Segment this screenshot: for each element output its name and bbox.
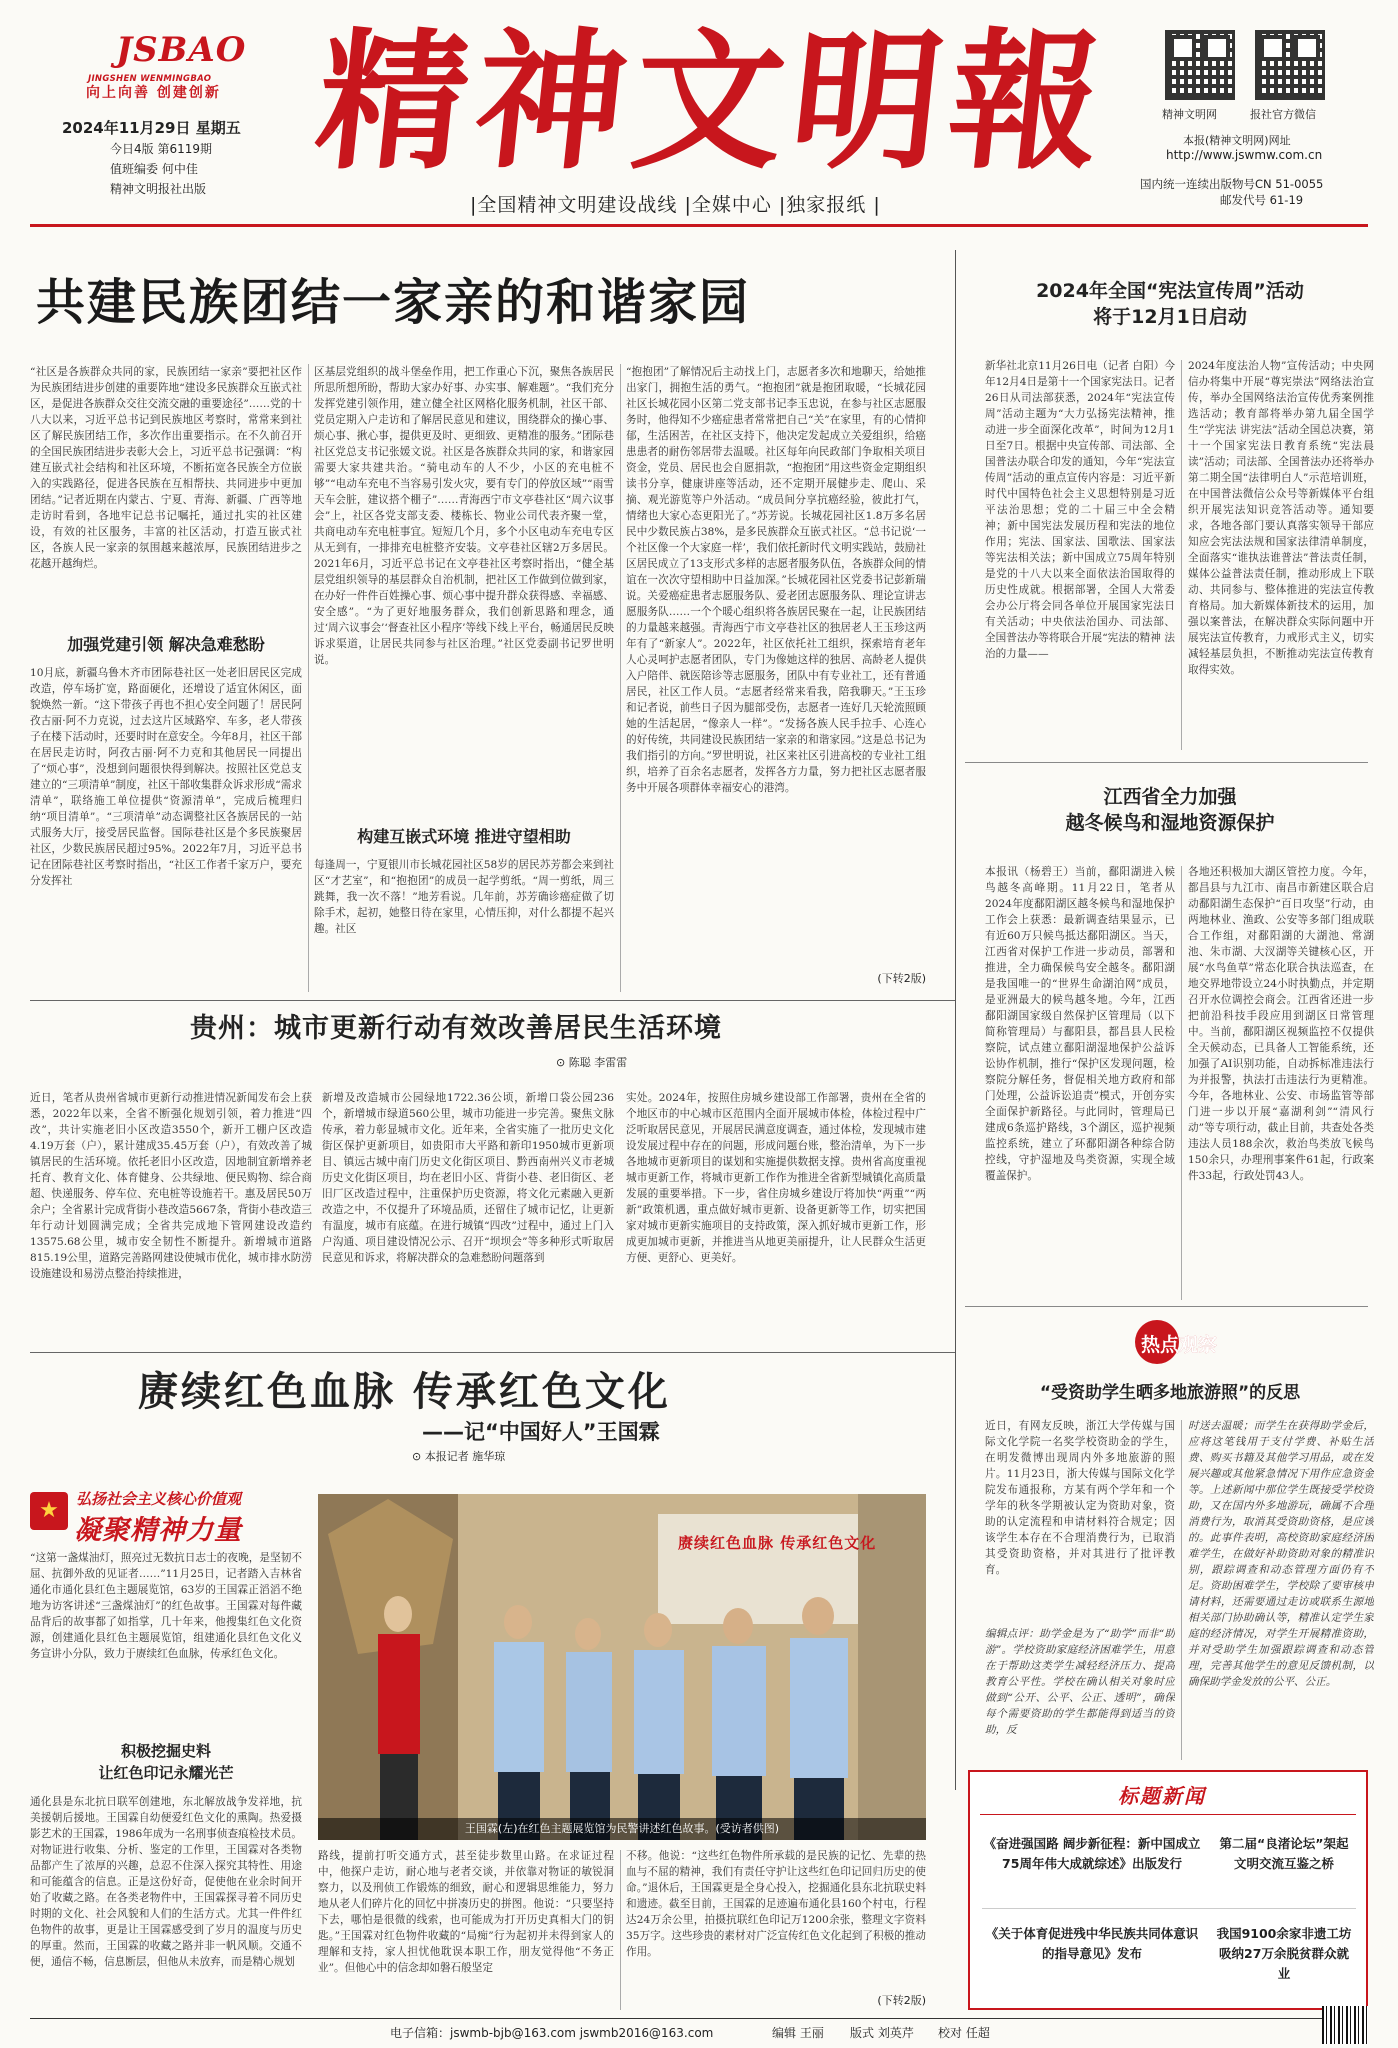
guizhou-col-1: 近日，笔者从贵州省城市更新行动推进情况新闻发布会上获悉，2022年以来，全省不断强化规划引领，着力推进“四改”，共计实施老旧小区改造3550个，新开工棚户区改造4.19万套（户），累计建成35.45万套（户），有效改善了城镇居民的生活环境。依托老旧小区改造，因地制宜新增养老托育、教育文化、体育健身、公共绿地、便民购物、综合商超、快递服务、停车位、充电桩等设施若干。惠及居民50万余户；全省累计完成背街小巷改造5667条，背街小巷改造三年行动计划圆满完成；全省共完成地下管网建设改造约13575.68公里，城市安全韧性不断提升。新增城市道路815.19公里，道路完善路网建设使城市优化，城市排水防涝设施建设和易涝点整治持续推进， [30,1092,312,1280]
badge-line-2: 凝聚精神力量 [74,1515,242,1546]
jiangxi-col-2: 各地还积极加大湖区管控力度。今年，都昌县与九江市、南昌市新建区联合启动鄱阳湖生态保护“百日攻坚”行动，由两地林业、渔政、公安等多部门组成联合工作组，对鄱阳湖的大湖池、常湖池、朱市湖、大汊湖等关键核心区，开展“水鸟鱼草”常态化联合执法巡查，在地交界地带设立24小时执勤点，并定期召开水位调控会商会。江西省还进一步把前沿科技手段应用到湖区日常管理中。当前，鄱阳湖区视频监控不仅提供全天候动态，已具备人工智能系统，还加强了AI识别功能，自动拆标准违法行为并报警，执法打击违法行为更精准。今年，各地林业、公安、市场监管等部门进一步以开展“嘉湖利剑”“清风行动”等专项行动，截止目前，共查处各类违法人员188余次，救治鸟类放飞候鸟150余只，办理刑事案件61起，行政案件33起，行政处罚43人。 [1188,866,1374,1182]
qr1-label: 精神文明网 [1162,108,1217,121]
lead-para-2b: 每逢周一，宁夏银川市长城花园社区58岁的居民苏芳都会来到社区“才艺室”，和“抱抱团”的成员一起学剪纸。“周一剪纸，周三跳舞，我一次不落！”地芳看说。几年前，苏芳确诊癌症做了切除手术，起初，她整日待在家里，心情压抑，对什么都提不起兴趣。社区 [314,859,614,935]
col-divider [620,1850,621,2010]
hongse-continued: (下转2版) [877,1994,926,2007]
footer-editor: 编辑 王丽 [772,2026,824,2040]
lead-headline: 共建民族团结一家亲的和谐家园 [36,274,751,331]
post-code: 邮发代号 61-19 [1220,193,1304,207]
col-divider [308,364,309,992]
byline-icon: ⊙ [556,1056,569,1069]
hongse-para-1b: 通化县是东北抗日联军创建地，东北解放战争发祥地，抗美援朝后援地。王国霖自幼便爱红色文化的熏陶。热爱摄影艺术的王国霖，1986年成为一名刑事侦查痕检技术员。对物证进行收集、分析、鉴定的工作里，王国霖对各类物品都产生了浓厚的兴趣，总忍不住深入探究其特性、用途和可能蕴含的信息。正是这份好奇，促使他在业余时间开始了收藏之路。在各类老物件中，王国霖探寻着不同历史时期的文化、社会风貌和人们的生活方式。尤其一件件红色物件的故事，更是让王国霖感受到了岁月的温度与历史的厚重。然而，王国霖的收藏之路并非一帆风顺。交通不便，通信不畅，信息断层，但他从未放弃，而是精心规划 [30,1796,302,1968]
redian-para-1: 近日，有网友反映，浙江大学传媒与国际文化学院一名奖学校资助金的学生，在明发微博出现周内外多地旅游的照片。11月23日，浙大传媒与国际文化学院发布通报称，方某有两个学年和一个学年的秋冬学期被认定为资助对象，资助的认定流程和申请材料符合规定；因该学生本存在不合理消费行为，已取消其受资助资格，并对其进行了批评教育。 [985,1420,1175,1576]
qr2-label: 报社官方微信 [1250,108,1316,121]
section-rule [965,762,1368,763]
hotspot-badge [1135,1320,1235,1364]
hongse-subhead-line1: 积极挖掘史料 [120,1742,211,1760]
lead-subhead-1: 加强党建引领 解决急难愁盼 [67,635,265,654]
xianfa-headline [972,278,1368,330]
photo-caption: 王国霖(左)在红色主题展览馆为民警讲述红色故事。(受访者供图) [318,1818,926,1840]
site-url[interactable]: http://www.jswmw.com.cn [1166,148,1323,162]
hongse-col-2: 路线，提前打听交通方式，甚至徒步数里山路。在求证过程中，他探户走访，耐心地与老者交谈，并依靠对物证的敏锐洞察力，以及刑侦工作锻炼的细致，耐心和逻辑思维能力，努力地从老人们碎片化的回忆中拼凑历史的拼图。他说：“只要坚持下去，哪怕是很微的线索，也可能成为打开历史真相大门的钥匙。”王国霖对红色物件收藏的“局痴”行为起初并未得到家人的理解和支持，家人担忧他耽误本职工作，朋友觉得他“不务正业”。但他心中的信念却如磐石般坚定 [318,1850,614,1974]
hongse-photo [318,1494,926,1840]
qr-code-website[interactable] [1165,30,1235,100]
jiangxi-headline [972,784,1368,836]
badge-underline [980,1814,1356,1815]
badge-line-1: 弘扬社会主义核心价值观 [76,1490,242,1508]
jiangxi-col-1: 本报讯（杨碧王）当前，鄱阳湖进入候鸟越冬高峰期。11月22日，笔者从2024年度鄱阳湖区越冬候鸟和湿地保护工作会上获悉：最新调查结果显示，已有近60万只候鸟抵达鄱阳湖区。当天，江西省对保护工作进一步动员，部署和推进，全力确保候鸟安全越冬。鄱阳湖是我国唯一的“世界生命湖泊网”成员，是亚洲最大的候鸟越冬地。今年，江西鄱阳湖国家级自然保护区管理局（以下简称管理局）与鄱阳县，都昌县人民检察院，试点建立鄱阳湖湿地保护公益诉讼协作机制，推行“保护区发现问题，检察院分解任务，督促相关地方政府和部门处理，公益诉讼追责”模式，开创夯实全面保护新路径。与此同时，管理局已建成6条巡护路线，3个湖区，巡护视频监控系统，建立了环鄱阳湖各种综合防控线，守护湿地及鸟类资源，实现全域覆盖保护。 [985,866,1175,1182]
headline-news-item[interactable]: 我国9100余家非遗工坊吸纳27万余脱贫群众就业 [1216,1926,1352,1981]
headline-news-item[interactable]: 《关于体育促进残中华民族共同体意识的指导意见》发布 [985,1926,1199,1961]
lead-para-1b: 10月底，新疆乌鲁木齐市团际巷社区一处老旧居民区完成改造，停车场扩宽，路面硬化，还增设了适宜休闲区，面貌焕然一新。“这下带孩子再也不担心安全问题了！居民阿孜古丽·阿不力克说，过去这片区域路窄、车多，老人带孩子在楼下活动时，还要时时在意安全。今年8月，社区干部在居民走访时，阿孜古丽·阿不力克和其他居民一同提出了“烦心事”，没想到问题很快得到解决。按照社区党总支建立的“三项清单”制度，社区干部收集群众诉求形成“需求清单”，联络施工单位提供“资源清单”，完成后梳理归纳“项目清单”。“三项清单”动态调整社区各族居民的一站式服务大厅，接受居民监督。国际巷社区是个多民族聚居社区，少数民族居民超过95%。2022年7月，习近平总书记在团际巷社区考察时指出，“社区工作者千家万户，要充分发挥社 [30,667,302,887]
col-divider [1181,360,1182,750]
section-rule [965,1306,1368,1307]
redian-col-1 [985,1418,1175,1762]
hongse-col-1 [30,1550,302,2012]
headline-news-item[interactable]: 第二届“良渚论坛”架起文明交流互鉴之桥 [1219,1836,1349,1871]
qr-code-wechat[interactable] [1255,30,1325,100]
guizhou-col-3: 实处。2024年，按照住房城乡建设部工作部署，贵州在全省的个地区市的中心城市区范围内全面开展城市体检，体检过程中广泛听取居民意见，开展居民满意度调查，通过体检，发现城市建设发展过程中存在的问题，形成问题台账，整治清单，为下一步各地城市更新项目的谋划和实施提供数据支撑。贵州省高度重视城市更新工作，将城市更新工作作为推进全省新型城镇化高质量发展的重要举措。下一步，省住房城乡建设厅将加快“两重”“两新”政策机遇，重点做好城市更新、设备更新等工作，切实把国家对城市更新实施项目的支持政策，深入抓好城市更新工作，形成更加城市更新，并推进当从地更美丽提升，让人民群众生活更方便、更舒心、更美好。 [626,1092,926,1264]
footer-proof: 校对 任超 [938,2026,990,2040]
cn-number: 国内统一连续出版物号CN 51-0055 [1140,177,1324,191]
hotspot-badge-text: 热点观察 [1141,1334,1218,1356]
xianfa-col-1: 新华社北京11月26日电（记者 白阳）今年12月4日是第十一个国家宪法日。记者26日从司法部获悉，2024年“宪法宣传周”活动主题为“大力弘扬宪法精神，推动进一步全面深化改革”，时间为12月1日至7日。根据中央宣传部、司法部、全国普法办联合印发的通知，今年“宪法宣传周”活动的重点宣传内容是：习近平新时代中国特色社会主义思想特别是习近平法治思想；党的二十届三中全会精神；新中国宪法发展历程和宪法的地位作用；宪法、国家法、国歌法、国家法等宪法相关法；新中国成立75周年特别是党的十八大以来全面依法治国取得的历史性成就。根据部署，全国人大常委会办公厅将会同各单位开展国家宪法日有关活动；中央依法治国办、司法部、全国普法办等将联合开展“宪法的精神 法治的力量—— [985,360,1175,660]
guizhou-byline [556,1054,627,1070]
issue-number: 今日4版 第6119期 [110,142,212,156]
hongse-subhead [30,1740,302,1784]
footer-email[interactable]: 电子信箱：jswmb-bjb@163.com jswmb2016@163.com [390,2026,714,2040]
jiangxi-title-line2: 越冬候鸟和湿地资源保护 [1065,812,1275,834]
site-label: 本报(精神文明网)网址 [1183,134,1291,147]
guizhou-headline: 贵州：城市更新行动有效改善居民生活环境 [190,1013,722,1044]
logo-brand: JSBAO [116,30,247,70]
hongse-para-1: “这第一盏煤油灯，照亮过无数抗日志士的夜晚，是坚韧不屈、抗御外敌的见证者……”11月25日，记者踏入吉林省通化市通化县红色主题展览馆，63岁的王国霖正滔滔不绝地为访客讲述“三盏煤油灯”的红色故事。王国霖对每件藏品背后的故事都了如指掌，几十年来，他搜集红色文化资源，创建通化县红色主题展览馆，组建通化县红色文化义务宣讲小分队，致力于赓续红色血脉，传承红色文化。 [30,1552,302,1660]
barcode [1322,2006,1368,2044]
badge-flag-icon: ★ [30,1492,68,1530]
footer-rule [30,2018,1368,2019]
tagline: |全国精神文明建设战线 |全媒中心 |独家报纸 | [470,194,881,216]
hongse-subhead-line2: 让红色印记永耀光芒 [98,1764,234,1782]
slogan: 向上向善 创建创新 [86,85,221,101]
hongse-headline: 赓续红色血脉 传承红色文化 [138,1369,671,1415]
section-rule [30,1000,955,1001]
headline-news-box [968,1770,1368,2010]
publisher: 精神文明报社出版 [110,182,207,196]
section-divider [955,250,956,1790]
lead-para-3: “抱抱团”了解情况后主动找上门，志愿者多次和地聊天，给她推出家门，拥抱生活的勇气。“抱抱团”就是抱团取暖，“长城花园社区长城花园小区第二党支部书记李玉忠说，在参与社区志愿服务时，他得知不少癌症患者常常把自己“关”在家里，有的心情抑郁，生活困苦，在社区支持下，他决定发起成立关爱组织，给癌患患者的耐伤邻居带去温暖。社区每年向民政部门争取相关项目资金，党员、居民也会自愿捐款，“抱抱团”用这些资金定期组织读书分享，健康讲座等活动，还不定期开展健步走、爬山、采摘、观光游览等户外活动。“成员间分享抗癌经验，彼此打气，情绪也大家心态更阳光了。”苏芳说。长城花园社区1.8万多名居民中少数民族占38%，是多民族群众互嵌式社区。“总书记说‘一个社区像一个大家庭一样’，我们依托新时代文明实践站，鼓励社区居民成立了13支形式多样的志愿者服务队伍，各族群众间的情谊在一次次守望相助中日益加深。”长城花园社区党委书记彭新瑞说。关爱癌症患者志愿服务队、爱老团志愿服务队、理论宣讲志愿服务队……一个个暖心组织将各族居民聚在一起，让民族团结的力量越来越强。青海西宁市文亭巷社区的独居老人王玉珍这两年有了“新家人”。2022年，社区依托社工组织，探索培育老年人心灵呵护志愿者团队，专门为像她这样的独居、高龄老人提供入户陪伴、就医陪诊等志愿服务，团队中有专业社工，还有普通居民，社区工作人员。“志愿者经常来看我，陪我聊天。”王玉珍和记者说，前些日子因为腿部受伤，志愿者一连好几天轮流照顾她的生活起居，“像亲人一样”。“发扬各族人民手拉手、心连心的好传统，共同建设民族团结一家亲的和谐家园。”这是总书记为我们指引的方向。”罗世明说，社区来社区引进高校的专业社工组织，培养了百余名志愿者，发挥各方力量，努力把社区志愿者服务中开展各项群体幸福安心的港湾。 [626,366,926,794]
redian-headline: “受资助学生晒多地旅游照”的反思 [1039,1383,1301,1403]
lead-col-3 [626,364,926,1004]
lead-para-1: “社区是各族群众共同的家，民族团结一家亲”要把社区作为民族团结进步创建的重要阵地“建设多民族群众互嵌式社区，是促进各族群众交往交流交融的重要途径”……党的十八大以来，习近平总书记到民族地区考察时，常常来到社区了解民族团结工作，多次作出重要指示。在不久前召开的全国民族团结进步表彰大会上，习近平总书记强调：“构建互嵌式社会结构和社区环境，不断拓宽各民族全方位嵌入的实践路径，促进各民族在互相帮扶、共同进步中更加团结。”记者近期在内蒙古、宁夏、青海、新疆、广西等地走访时看到，各地牢记总书记嘱托，通过扎实的社区建设，有效的社区服务，丰富的社区活动，打造互嵌式社区，各族人民一家亲的氛围越来越浓厚，民族团结进步之花越开越绚烂。 [30,366,302,570]
guizhou-col-2: 新增及改造城市公园绿地1722.36公顷，新增口袋公园236个，新增城市绿道560公里，城市功能进一步完善。聚焦文脉传承，着力彰显城市文化。近年来，全省实施了一批历史文化街区保护更新项目，如贵阳市大平路和新印1950城市更新项目、镇远古城中南门历史文化街区项目、黔西南州兴义市老城历史文化街区项目，均在老旧小区、背街小巷、老旧街区、老旧厂区改造过程中，注重保护历史资源，将文化元素融入更新改造之中，不仅提升了环境品质，还留住了城市记忆，让更新有温度，城市有底蕴。在进行城镇“四改”过程中，通过上门入户沟通、项目建设情况公示、召开“坝坝会”等多种形式听取居民意见和诉求，将解决群众的急难愁盼问题落到 [322,1092,614,1264]
masthead [0,0,1398,225]
newspaper-title: 精神文明報 [308,14,1118,190]
hongse-subtitle: ——记“中国好人”王国霖 [422,1420,660,1444]
hongse-byline [412,1448,505,1464]
issue-date: 2024年11月29日 星期五 [62,119,241,137]
lead-col-2 [314,364,614,1004]
xianfa-title-line2: 将于12月1日启动 [1093,306,1247,328]
col-divider [1181,1420,1182,1760]
lead-col-1 [30,364,302,1004]
xianfa-col-2: 2024年度法治人物”宣传活动；中央网信办将集中开展“尊宪崇法”网络法治宣传，举办全国网络法治宣传优秀案例推选活动；教育部将举办第九届全国学生“学宪法 讲宪法”活动全国总决赛，第十一个国家宪法日教育系统“宪法晨读”活动；司法部、全国普法办还将举办第二期全国“法律明白人”示范培训班，在中国普法微信公众号等新媒体平台组织开展宪法知识竞答活动等。通知要求，各地各部门要认真落实领导干部应知应会宪法法规和国家法律清单制度，全面落实“谁执法谁普法”普法责任制，媒体公益普法责任制，推动形成上下联动、共同参与、整体推进的宪法宣传教育格局。加大新媒体新技术的运用，加强以案普法，在解决群众实际问题中开展宪法宣传教育，力戒形式主义，切实减轻基层负担，不断推动宪法宣传教育取得实效。 [1188,360,1374,676]
section-rule [30,1352,955,1353]
col-divider [1181,866,1182,1300]
hongse-author: 本报记者 施华琼 [424,1450,506,1463]
masthead-rule [30,224,1368,227]
lead-para-2: 区基层党组织的战斗堡垒作用，把工作重心下沉，聚焦各族居民所思所想所盼，帮助大家办好事、办实事、解难题”。“我们充分发挥党建引领作用，建立健全社区网格化服务机制，社区干部、党员定期入户走访和了解居民意见和建议，围绕群众的操心事、烦心事、揪心事，提供更及时、更细致、更精准的服务。”团际巷社区党总支书记张媛文说。社区是各族群众共同的家，和谐家园需要大家共建共治。“骑电动车的人不少，小区的充电桩不够”“电动车充电不当容易引发火灾，要有专门的停放区域”“雨雪天车会脏，建议搭个棚子”……青海西宁市文亭巷社区“周六议事会”上，社区各党支部支委、楼栋长、物业公司代表齐聚一堂，共商电动车充电桩事宜。短短几个月，多个小区电动车充电专区从无到有，一排排充电桩整齐安装。文亭巷社区辖2万多居民。2021年6月，习近平总书记在文亭巷社区考察时指出，“健全基层党组织领导的基层群众自治机制，把社区工作做到位做到家，在办好一件件百姓操心事、烦心事中提升群众获得感、幸福感、安全感”。“为了更好地服务群众，我们创新思路和理念，通过‘周六议事会’‘督查社区小程序’等线下线上平台，畅通居民反映诉求渠道，让居民共同参与社区治理。”社区党委副书记罗世明说。 [314,366,614,666]
photo-banner: 赓续红色血脉 传承红色文化 [678,1534,877,1552]
headline-news-item[interactable]: 《奋进强国路 阔步新征程：新中国成立75周年伟大成就综述》出版发行 [983,1836,1201,1871]
xianfa-title-line1: 2024年全国“宪法宣传周”活动 [1036,280,1304,302]
redian-para-1b: 编辑点评：助学金是为了“助学”而非“助游”。学校资助家庭经济困难学生，用意在于帮助这类学生减轻经济压力、提高教育公平性。学校在确认相关对象时应做到“公开、公平、公正、透明”，确保每个需要资助的学生都能得到适当的资助，反 [985,1628,1175,1736]
item-divider [982,1908,1356,1909]
headline-news-badge: 标题新闻 [1118,1784,1206,1808]
duty-editor: 值班编委 何中佳 [110,162,198,176]
hongse-col-3 [626,1848,926,2012]
hongse-para-3: 不移。他说：“这些红色物件所承载的是民族的记忆、先辈的热血与不屈的精神，我们有责任守护让这些红色印记回归历史的使命。”退休后，王国霖更是全身心投入，挖掘通化县东北抗联史料和遗迹。截至目前，王国霖的足迹遍布通化县160个村屯，行程达24万余公里，拍摄抗联红色印记万1200余张，整理文字资料35万字。这些珍贵的素材对广泛宣传红色文化起到了积极的推动作用。 [626,1850,926,1958]
values-badge [30,1486,302,1544]
lead-subhead-2: 构建互嵌式环境 推进守望相助 [357,827,571,846]
logo-latin: JINGSHEN WENMINGBAO [88,74,212,84]
footer-layout: 版式 刘英芹 [850,2026,914,2040]
col-divider [620,364,621,992]
jiangxi-title-line1: 江西省全力加强 [1103,786,1237,808]
redian-col-2: 时送去温暖；而学生在获得助学金后，应将这笔钱用于支付学费、补贴生活费、购买书籍及其他学习用品，或在发展兴趣或其他紧急情况下用作应急资金等。上述新闻中那位学生既接受学校资助，又在国内外多地游玩，确属不合理消费行为，取消其受资助资格，是应该的。此事件表明，高校资助家庭经济困难学生，在做好补助资助对象的精准识别，跟踪调查和动态管理方面仍有不足。资助困难学生，学校除了要审核申请材料，还需要通过走访或联系生源地相关部门协助确认等，精准认定学生家庭的经济情况，对学生开展精准资助，并对受助学生加强跟踪调查和动态管理，完善其他学生的意见反馈机制，以确保助学金发放的公平、公正。 [1188,1420,1374,1688]
guizhou-author: 陈聪 李雷雷 [568,1056,628,1069]
lead-continued: (下转2版) [877,972,926,985]
byline-icon: ⊙ [412,1450,425,1463]
